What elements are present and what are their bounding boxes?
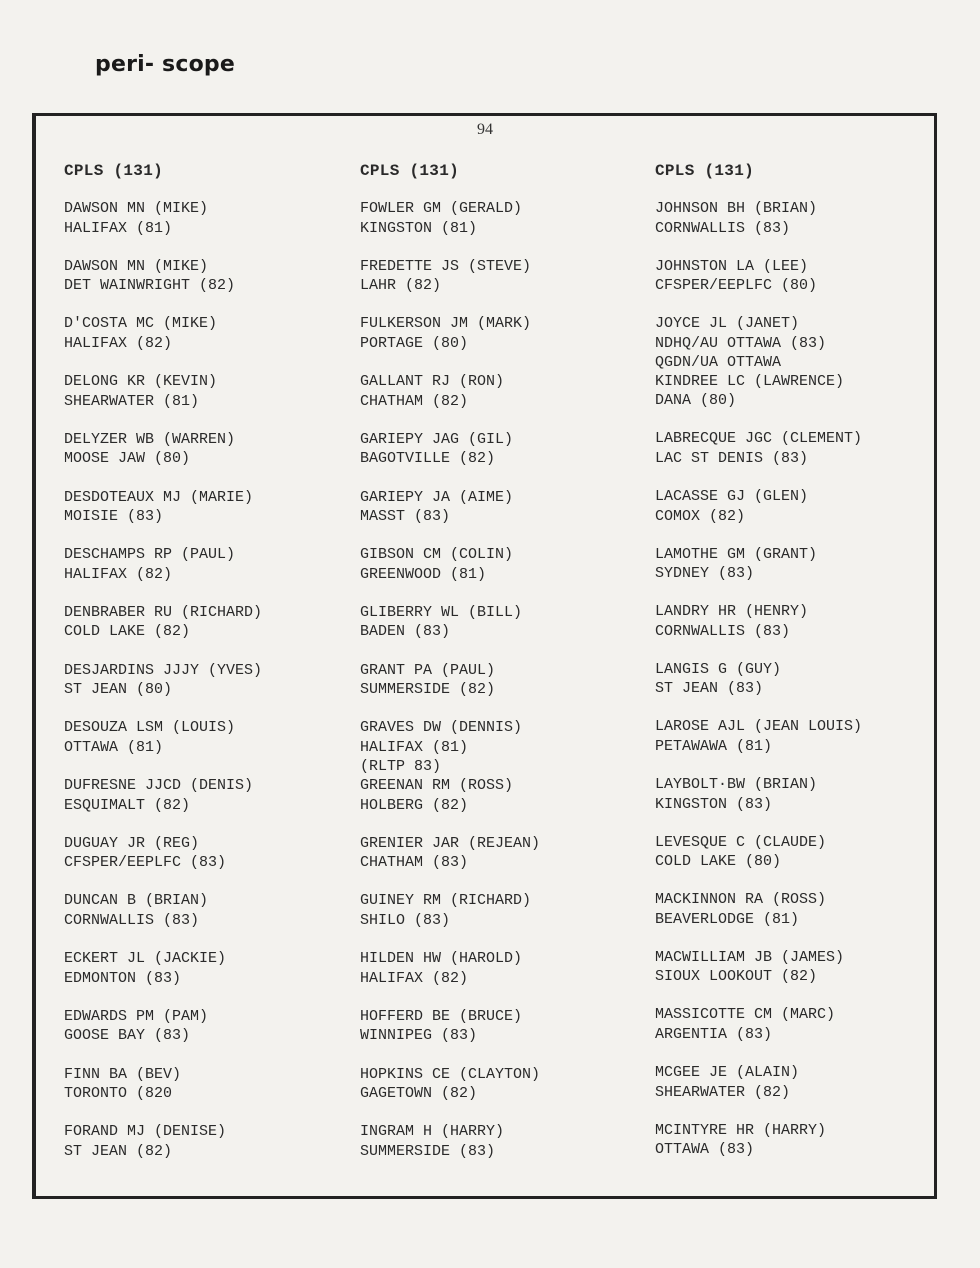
member-name: DAWSON MN (MIKE) [64, 200, 209, 217]
member-location: GOOSE BAY (83) [64, 1027, 191, 1045]
member-location: KINGSTON (81) [360, 219, 478, 237]
member-name: EDWARDS PM (PAM) [64, 1007, 209, 1025]
member-name: GRAVES DW (DENNIS) [360, 719, 523, 737]
list-item [360, 199, 522, 238]
member-name: GALLANT RJ (RON) [360, 373, 505, 391]
member-name: GARIEPY JA (AIME) [360, 488, 514, 506]
member-location: SYDNEY (83) [655, 565, 755, 583]
list-item [64, 1007, 208, 1046]
list-item [655, 1063, 799, 1102]
member-name: GRENIER JAR (REJEAN) [360, 834, 541, 852]
member-name: DAWSON MN (MIKE) [64, 257, 209, 275]
page-frame [32, 113, 937, 1199]
list-item [655, 1005, 835, 1044]
list-item [655, 545, 817, 584]
member-name: LAYBOLT·BW (BRIAN) [655, 776, 818, 793]
member-name: LANDRY HR (HENRY) [655, 603, 809, 621]
member-name: JOHNSON BH (BRIAN) [655, 200, 818, 217]
member-location: SUMMERSIDE (82) [360, 681, 496, 699]
member-name: LACASSE GJ (GLEN) [655, 488, 809, 505]
list-item [64, 949, 226, 988]
member-location: DET WAINWRIGHT (82) [64, 277, 236, 295]
member-location: QGDN/UA OTTAWA [655, 354, 782, 372]
member-location: ST JEAN (80) [64, 681, 173, 699]
page-number: 94 [477, 121, 493, 138]
member-location: BAGOTVILLE (82) [360, 450, 496, 468]
member-location: OTTAWA (81) [64, 738, 164, 756]
member-name: JOHNSTON LA (LEE) [655, 257, 809, 275]
member-name: MCINTYRE HR (HARRY) [655, 1121, 827, 1139]
list-item [360, 949, 522, 988]
member-location: PETAWAWA (81) [655, 737, 773, 755]
member-name: DUNCAN B (BRIAN) [64, 892, 209, 910]
list-item [655, 1121, 826, 1160]
member-location: MASST (83) [360, 508, 451, 525]
member-location: SHILO (83) [360, 911, 451, 929]
list-item [64, 488, 253, 527]
member-location: CORNWALLIS (83) [655, 622, 791, 640]
member-name: JOYCE JL (JANET) [655, 315, 800, 333]
member-name: LANGIS G (GUY) [655, 660, 782, 678]
member-location: GAGETOWN (82) [360, 1085, 478, 1102]
member-location: HALIFAX (82) [64, 565, 173, 583]
member-location: ESQUIMALT (82) [64, 796, 191, 814]
member-location: CORNWALLIS (83) [655, 219, 791, 237]
list-item [655, 660, 781, 699]
list-item [360, 603, 522, 642]
member-name: FORAND MJ (DENISE) [64, 1123, 227, 1141]
member-name: GREENAN RM (ROSS) [360, 777, 514, 794]
member-name: FOWLER GM (GERALD) [360, 200, 523, 217]
member-location: MOOSE JAW (80) [64, 450, 191, 468]
list-item [360, 372, 504, 411]
member-location: BEAVERLODGE (81) [655, 910, 800, 928]
list-item [655, 314, 826, 373]
member-name: FINN BA (BEV) [64, 1065, 182, 1083]
member-name: LABRECQUE JGC (CLEMENT) [655, 430, 863, 448]
member-name: FREDETTE JS (STEVE) [360, 257, 532, 275]
member-name: D'COSTA MC (MIKE) [64, 315, 218, 333]
member-name: DUFRESNE JJCD (DENIS) [64, 777, 254, 794]
member-name: DELYZER WB (WARREN) [64, 430, 236, 448]
list-item [360, 834, 540, 873]
list-item [655, 833, 826, 872]
list-item [360, 1065, 540, 1104]
member-name: MASSICOTTE CM (MARC) [655, 1006, 836, 1024]
member-name: GUINEY RM (RICHARD) [360, 892, 532, 910]
member-name: MACKINNON RA (ROSS) [655, 891, 827, 909]
list-item [64, 718, 235, 757]
list-item [64, 257, 235, 296]
member-location: MOISIE (83) [64, 508, 164, 525]
member-name: DESCHAMPS RP (PAUL) [64, 546, 236, 564]
member-location: CFSPER/EEPLFC (80) [655, 277, 818, 295]
member-location: HALIFAX (82) [360, 969, 469, 987]
list-item [64, 603, 262, 642]
column-header: CPLS (131) [64, 162, 164, 180]
column-3 [655, 161, 945, 1159]
member-location: LAHR (82) [360, 277, 442, 295]
list-item [64, 1065, 181, 1104]
list-item [655, 257, 817, 296]
member-name: GRANT PA (PAUL) [360, 661, 496, 679]
member-name: GLIBERRY WL (BILL) [360, 603, 523, 621]
list-item [360, 718, 522, 777]
member-name: INGRAM H (HARRY) [360, 1123, 505, 1141]
list-item [360, 1007, 522, 1046]
column-header: CPLS (131) [360, 162, 460, 180]
list-item [655, 199, 817, 238]
list-item [360, 430, 513, 469]
column-1 [64, 161, 354, 1160]
list-item [64, 661, 262, 700]
list-item [64, 776, 253, 815]
list-item [655, 890, 826, 929]
member-name: DENBRABER RU (RICHARD) [64, 603, 263, 621]
member-name: DESJARDINS JJJY (YVES) [64, 661, 263, 679]
list-item [655, 372, 844, 411]
member-name: DELONG KR (KEVIN) [64, 373, 218, 391]
list-item [655, 487, 808, 526]
member-location: CFSPER/EEPLFC (83) [64, 854, 227, 872]
member-location: COLD LAKE (80) [655, 853, 782, 871]
member-name: ECKERT JL (JACKIE) [64, 950, 227, 968]
member-name: MACWILLIAM JB (JAMES) [655, 948, 845, 966]
list-item [360, 488, 513, 527]
member-location: HALIFAX (81) [64, 219, 173, 237]
member-location: SUMMERSIDE (83) [360, 1142, 496, 1160]
list-item [360, 891, 531, 930]
member-location: DANA (80) [655, 392, 737, 410]
list-item [360, 257, 531, 296]
list-item [360, 661, 495, 700]
member-location: WINNIPEG (83) [360, 1027, 478, 1045]
list-item [655, 717, 862, 756]
member-location: COLD LAKE (82) [64, 623, 191, 641]
member-name: GARIEPY JAG (GIL) [360, 430, 514, 448]
member-name: HOFFERD BE (BRUCE) [360, 1007, 523, 1025]
member-name: DUGUAY JR (REG) [64, 834, 200, 852]
member-name: HILDEN HW (HAROLD) [360, 950, 523, 968]
list-item [655, 948, 844, 987]
list-item [655, 775, 817, 814]
list-item [64, 891, 208, 930]
member-location: SHEARWATER (81) [64, 392, 200, 410]
member-location: CHATHAM (83) [360, 854, 469, 872]
list-item [64, 372, 217, 411]
list-item [360, 776, 513, 815]
member-location: CHATHAM (82) [360, 392, 469, 410]
member-name: KINDREE LC (LAWRENCE) [655, 372, 845, 390]
list-item [360, 545, 513, 584]
member-location: (RLTP 83) [360, 758, 442, 776]
member-location: ST JEAN (82) [64, 1142, 173, 1160]
member-name: GIBSON CM (COLIN) [360, 546, 514, 564]
list-item [655, 429, 862, 468]
member-location: NDHQ/AU OTTAWA (83) [655, 334, 827, 352]
member-location: SHEARWATER (82) [655, 1083, 791, 1101]
list-item [64, 834, 226, 873]
member-name: LAROSE AJL (JEAN LOUIS) [655, 718, 863, 736]
column-header: CPLS (131) [655, 162, 755, 180]
member-name: DESOUZA LSM (LOUIS) [64, 719, 236, 737]
member-location: HALIFAX (82) [64, 334, 173, 352]
member-location: SIOUX LOOKOUT (82) [655, 968, 818, 986]
member-location: PORTAGE (80) [360, 334, 469, 352]
masthead-logo: peri- scope [95, 52, 235, 77]
member-location: OTTAWA (83) [655, 1141, 755, 1159]
list-item [64, 1122, 226, 1161]
member-location: HOLBERG (82) [360, 796, 469, 814]
member-name: LEVESQUE C (CLAUDE) [655, 833, 827, 851]
member-location: KINGSTON (83) [655, 795, 773, 813]
list-item [360, 314, 531, 353]
member-location: EDMONTON (83) [64, 969, 182, 987]
list-item [64, 430, 235, 469]
member-location: GREENWOOD (81) [360, 565, 487, 583]
member-name: FULKERSON JM (MARK) [360, 315, 532, 333]
member-location: LAC ST DENIS (83) [655, 449, 809, 467]
list-item [655, 602, 808, 641]
member-name: MCGEE JE (ALAIN) [655, 1064, 800, 1081]
list-item [64, 199, 208, 238]
member-name: DESDOTEAUX MJ (MARIE) [64, 488, 254, 506]
list-item [360, 1122, 504, 1161]
member-location: ST JEAN (83) [655, 680, 764, 698]
member-location: COMOX (82) [655, 507, 746, 525]
list-item [64, 545, 235, 584]
member-name: LAMOTHE GM (GRANT) [655, 545, 818, 563]
column-2 [360, 161, 650, 1160]
member-location: BADEN (83) [360, 623, 451, 641]
member-name: HOPKINS CE (CLAYTON) [360, 1065, 541, 1083]
member-location: HALIFAX (81) [360, 738, 469, 756]
list-item [64, 314, 217, 353]
member-location: CORNWALLIS (83) [64, 911, 200, 929]
member-location: ARGENTIA (83) [655, 1025, 773, 1043]
member-location: TORONTO (820 [64, 1085, 173, 1102]
